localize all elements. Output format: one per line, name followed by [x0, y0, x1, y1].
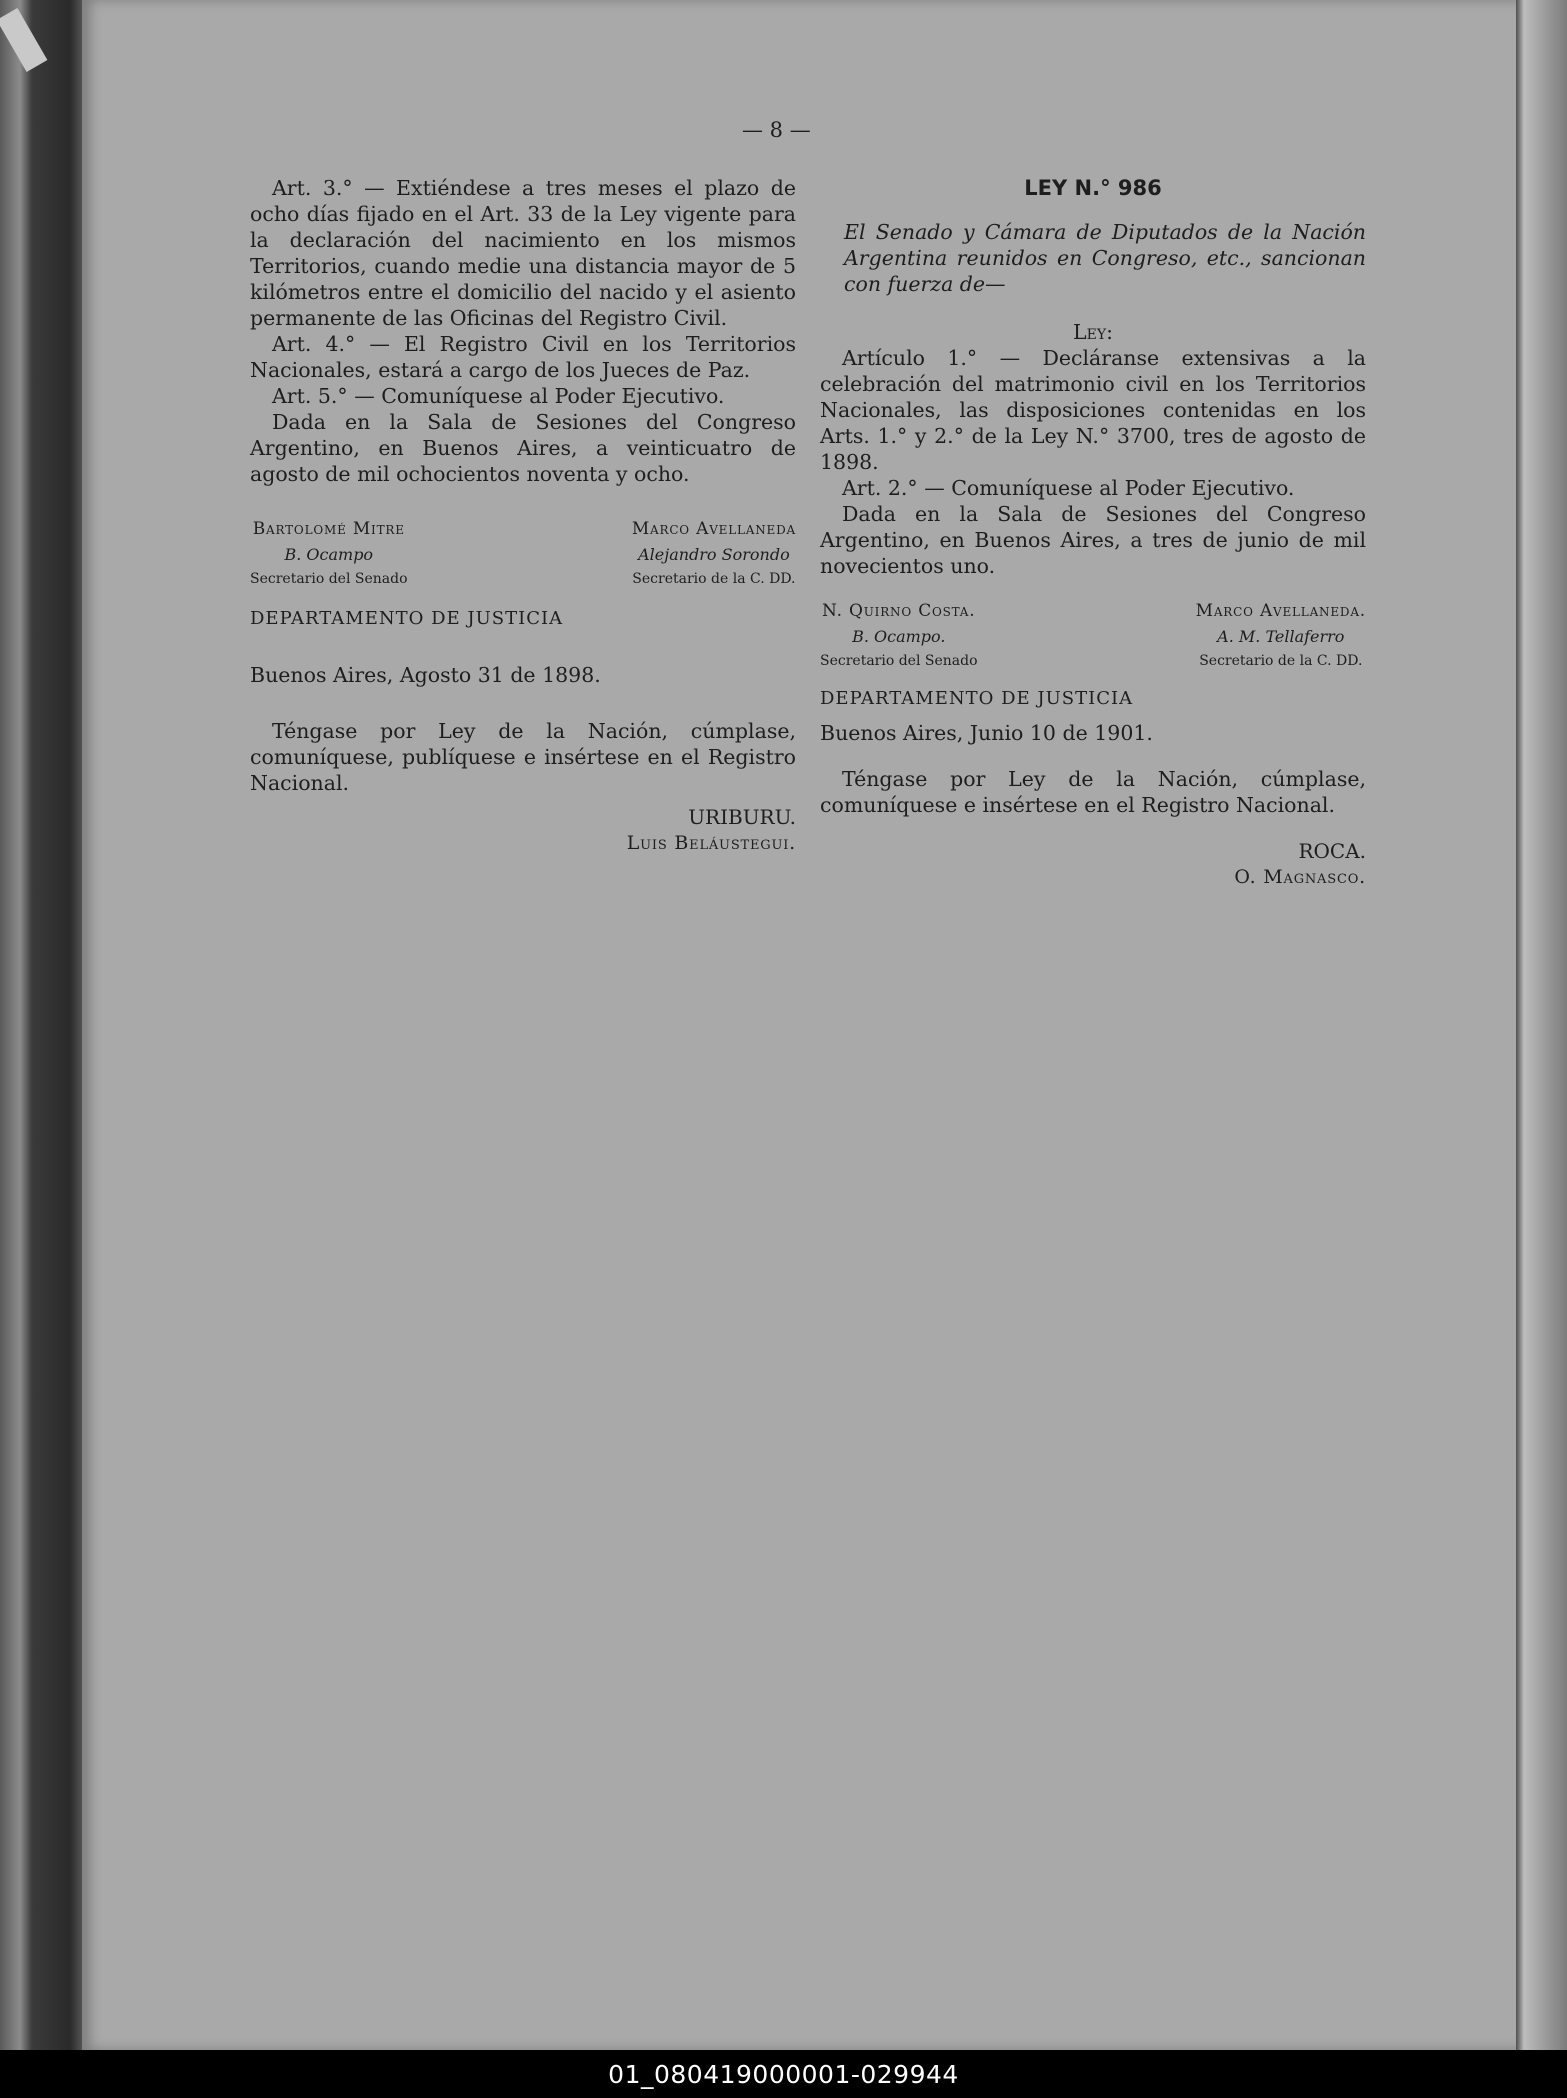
left-signatures — [250, 517, 796, 592]
left-signature-senate — [250, 517, 408, 592]
right-signoff-minister: O. Magnasco. — [1234, 866, 1366, 888]
right-department: DEPARTAMENTO DE JUSTICIA — [820, 688, 1134, 709]
right-art-1: Artículo 1.° — Decláranse extensivas a la celebración del matrimonio civil en los Territorios Nacionales, las disposiciones contenidas en los Arts. 1.° y 2.° de la Ley N.° 3700, tres de agosto de 1898. — [820, 346, 1366, 474]
binding-tape — [0, 8, 47, 72]
page-number: — 8 — — [742, 118, 811, 142]
signature-secretary: B. Ocampo — [284, 545, 374, 564]
page-edge — [1516, 0, 1567, 2050]
right-signature-senate — [820, 599, 978, 674]
right-decree: Téngase por Ley de la Nación, cúmplase, comuníquese e insértese en el Registro Nacional. — [820, 767, 1366, 817]
left-column — [250, 175, 796, 856]
signature-secretary: A. M. Tellaferro — [1217, 627, 1345, 646]
right-signoff-president: ROCA. — [1298, 839, 1366, 863]
signature-name: Marco Avellaneda — [631, 519, 796, 539]
left-decree: Téngase por Ley de la Nación, cúmplase, comuníquese, publíquese e insértese en el Registro Nacional. — [250, 719, 796, 795]
left-art-4: Art. 4.° — El Registro Civil en los Territorios Nacionales, estará a cargo de los Jueces de Paz. — [250, 332, 796, 382]
ley-label: Ley: — [1073, 320, 1113, 344]
signature-role: Secretario de la C. DD. — [632, 571, 796, 587]
signature-name: N. Quirno Costa. — [822, 601, 976, 621]
left-art-5: Art. 5.° — Comuníquese al Poder Ejecutivo. — [272, 384, 725, 408]
right-art-2: Art. 2.° — Comuníquese al Poder Ejecutivo. — [842, 476, 1295, 500]
right-preamble: El Senado y Cámara de Diputados de la Nación Argentina reunidos en Congreso, etc., sancionan con fuerza de— — [844, 220, 1366, 296]
left-dada: Dada en la Sala de Sesiones del Congreso Argentino, en Buenos Aires, a veinticuatro de agosto de mil ochocientos noventa y ocho. — [250, 410, 796, 486]
left-date: Buenos Aires, Agosto 31 de 1898. — [250, 663, 601, 687]
signature-role: Secretario del Senado — [820, 653, 978, 669]
right-signature-chamber — [1196, 599, 1366, 674]
left-signature-chamber — [632, 517, 796, 592]
right-signatures — [820, 599, 1366, 674]
right-dada: Dada en la Sala de Sesiones del Congreso Argentino, en Buenos Aires, a tres de junio de mil novecientos uno. — [820, 502, 1366, 578]
left-signoff-minister: Luis Beláustegui. — [626, 832, 796, 854]
signature-name: Marco Avellaneda. — [1195, 601, 1366, 621]
book-binding — [0, 0, 90, 2050]
left-signoff-president: URIBURU. — [688, 805, 796, 829]
scan-id-footer: 01_080419000001-029944 — [0, 2050, 1567, 2098]
signature-secretary: B. Ocampo. — [852, 627, 946, 646]
signature-role: Secretario del Senado — [250, 571, 408, 587]
law-title: LEY N.° 986 — [1024, 176, 1162, 200]
signature-name: Bartolomé Mitre — [252, 519, 405, 539]
right-date: Buenos Aires, Junio 10 de 1901. — [820, 721, 1153, 745]
right-column — [820, 175, 1366, 890]
signature-role: Secretario de la C. DD. — [1199, 653, 1363, 669]
signature-secretary: Alejandro Sorondo — [638, 545, 790, 564]
left-art-3: Art. 3.° — Extiéndese a tres meses el plazo de ocho días fijado en el Art. 33 de la Ley vigente para la declaración del nacimiento en los mismos Territorios, cuando medie una distancia mayor de 5 kilómetros entre el domicilio del nacido y el asiento permanente de las Oficinas del Registro Civil. — [250, 176, 796, 330]
left-department: DEPARTAMENTO DE JUSTICIA — [250, 608, 564, 629]
